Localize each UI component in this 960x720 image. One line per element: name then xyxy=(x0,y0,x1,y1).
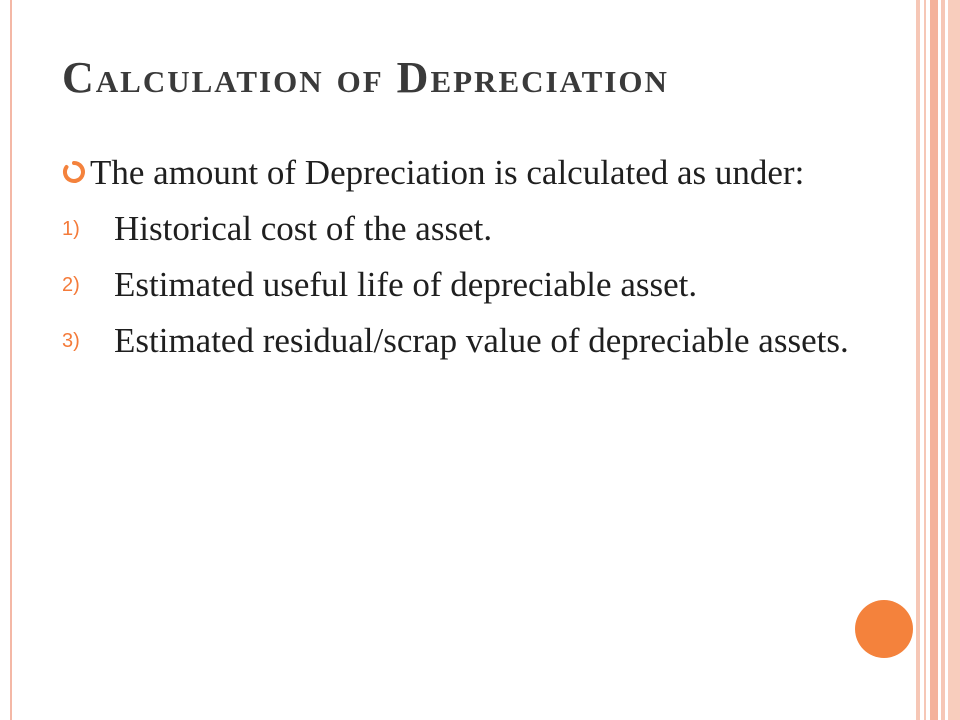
list-item-text: Historical cost of the asset. xyxy=(114,209,493,248)
slide-body xyxy=(62,152,902,376)
orange-circle-decoration xyxy=(855,600,913,658)
criteria-list xyxy=(62,208,902,362)
list-item xyxy=(62,264,902,306)
right-decorative-stripe xyxy=(941,0,945,720)
right-decorative-stripe xyxy=(916,0,920,720)
list-item-number: 1) xyxy=(62,218,80,240)
right-decorative-stripe xyxy=(948,0,960,720)
list-item-number: 3) xyxy=(62,330,80,352)
right-decorative-stripe xyxy=(924,0,926,720)
intro-bullet xyxy=(62,152,902,194)
list-item-text: Estimated useful life of depreciable asset. xyxy=(114,265,698,304)
orange-ring-bullet-icon xyxy=(62,160,86,184)
list-item xyxy=(62,320,902,362)
list-item xyxy=(62,208,902,250)
intro-text: The amount of Depreciation is calculated as under: xyxy=(90,153,805,192)
right-decorative-stripe xyxy=(930,0,938,720)
left-border-line xyxy=(10,0,12,720)
list-item-text: Estimated residual/scrap value of depreciable assets. xyxy=(114,321,849,360)
list-item-number: 2) xyxy=(62,274,80,296)
slide-title: Calculation of Depreciation xyxy=(62,53,669,102)
